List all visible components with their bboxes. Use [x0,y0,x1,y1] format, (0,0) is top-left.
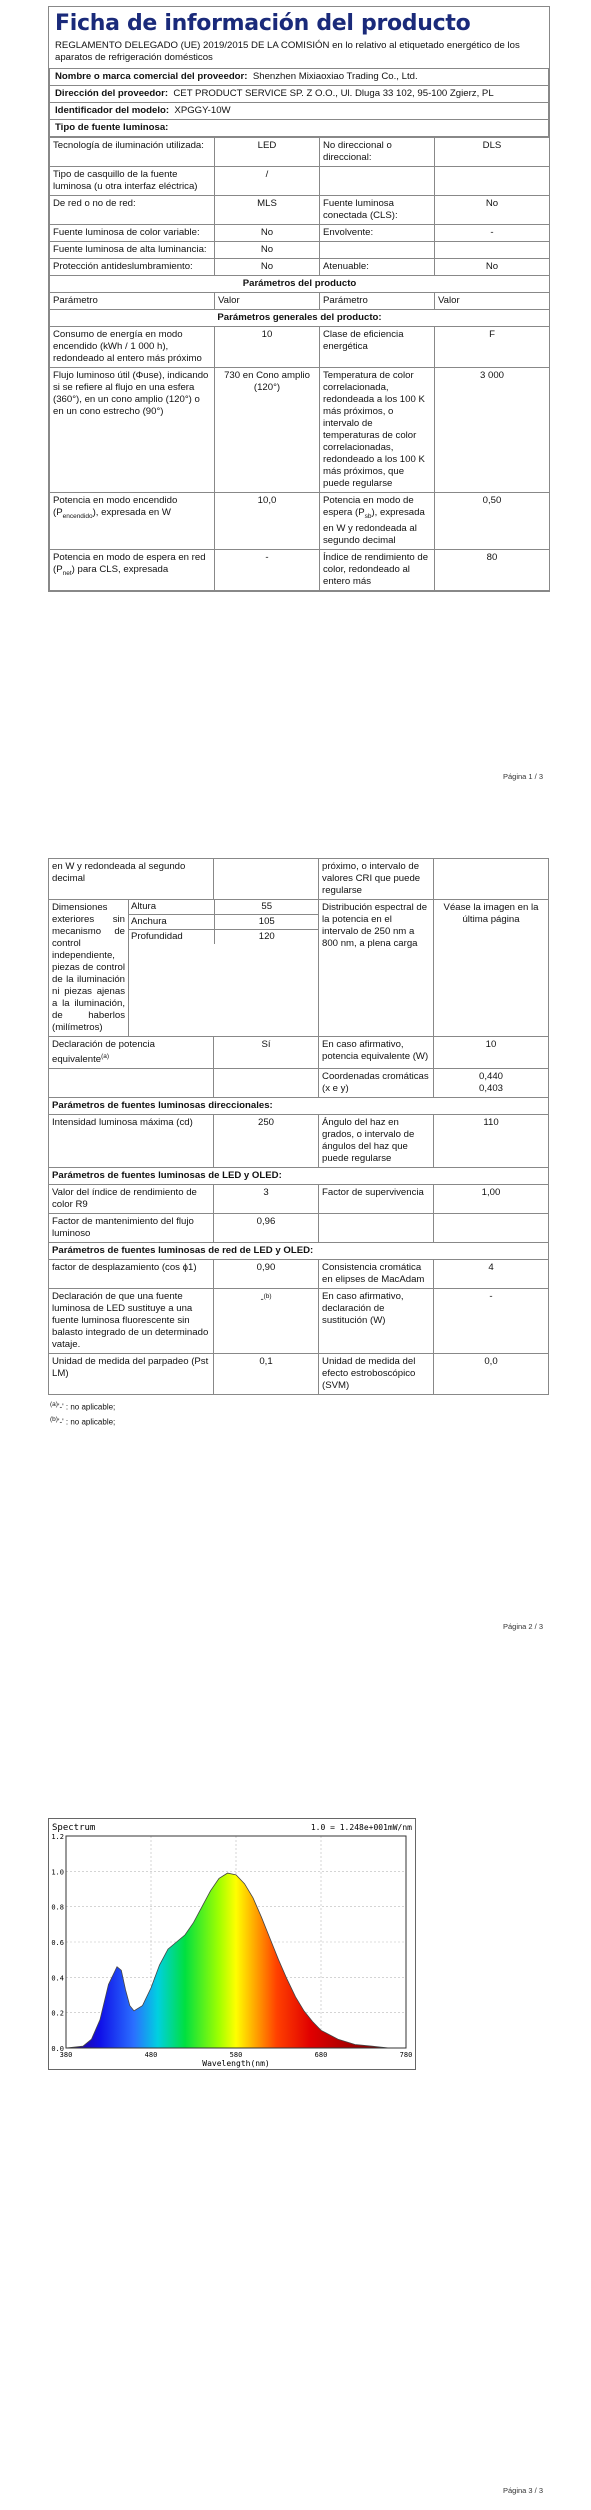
x-axis-label: Wavelength(nm) [202,2059,270,2068]
page-footer: Página 2 / 3 [502,1622,543,1631]
footnote: $^{(b)}$'-' : no aplicable; [50,1415,116,1427]
regulation-subtitle: REGLAMENTO DELEGADO (UE) 2019/2015 DE LA COMISIÓN en lo relativo al etiquetado energético de los aparatos de refrigeración domésticos [55,40,520,63]
light-source-type-table [49,137,550,591]
table-row: Factor de mantenimiento del flujo luminoso 0,96 [49,1214,549,1243]
page-2 [48,858,548,1429]
table-row: De red o no de red: MLS Fuente luminosa conectada (CLS): No [50,196,550,225]
chart-title: Spectrum [52,1823,96,1833]
product-params-table-continued [48,858,549,1395]
y-tick-label: 0.0 [51,2045,64,2053]
table-row: Fuente luminosa de alta luminancia: No [50,242,550,259]
table-row: Tipo de casquillo de la fuente luminosa (u otra interfaz eléctrica) / [50,167,550,196]
y-tick-label: 0.2 [51,2009,64,2018]
table-row: Declaración de que una fuente luminosa de LED sustituye a una fuente luminosa fluorescente sin balasto integrado de un determinado vataje. -$^{(b)}$ En caso afirmativo, declaración de sustitución (W) - [49,1289,549,1354]
table-row: Flujo luminoso útil (Φuse), indicando si se refiere al flujo en una esfera (360°), en un cono amplio (120°) o en un cono estrecho (90°) 730 en Cono amplio (120°) Temperatura de color correlacionada, redondeada a los 100 K más próximos, o intervalo de temperaturas de color correlacionadas, redondeado a los 100 K más próximos, que puede regularse 3 000 [50,368,550,493]
x-tick-label: 780 [399,2051,413,2059]
table-row: Unidad de medida del parpadeo (Pst LM) 0,1 Unidad de medida del efecto estroboscópico (SVM) 0,0 [49,1354,549,1395]
table-row: Intensidad luminosa máxima (cd) 250 Ángulo del haz en grados, o intervalo de ángulos del haz que puede regularse 110 [49,1115,549,1168]
table-row: Dimensiones exteriores sin mecanismo de control independiente, piezas de control de la iluminación ni piezas ajenas a la iluminación, de haberlos (milímetros) Altura 55 Anchura 105 Profundidad 120 Distribución espectral de la potencia en el intervalo de 250 nm a 800 nm, a plena carga Véase la imagen en la última página [49,900,549,1037]
y-tick-label: 1.0 [51,1868,64,1877]
dimensions-table: Altura 55 Anchura 105 Profundidad 120 [129,900,319,944]
page-footer: Página 3 / 3 [502,2486,543,2495]
general-params-heading: Parámetros generales del producto: [50,310,550,327]
table-row: Fuente luminosa de color variable: No Envolvente: - [50,225,550,242]
product-params-heading: Parámetros del producto [50,276,550,293]
supplier-table [49,68,549,137]
footnote: $^{(a)}$'-' : no aplicable; [50,1401,116,1412]
spectrum-area [66,1873,406,2048]
table-row: Protección antideslumbramiento: No Atenuable: No [50,259,550,276]
directional-heading: Parámetros de fuentes luminosas direccionales: [49,1098,549,1115]
x-tick-label: 380 [59,2051,73,2059]
table-row: Declaración de potencia equivalente$^{(a)}$ Sí En caso afirmativo, potencia equivalente (W) 10 [49,1037,549,1069]
table-row: Valor del índice de rendimiento de color R9 3 Factor de supervivencia 1,00 [49,1185,549,1214]
supplier-address-row: Dirección del proveedor: CET PRODUCT SERVICE SP. Z O.O., Ul. Dluga 33 102, 95-100 Zgierz, PL [50,86,549,103]
led-heading: Parámetros de fuentes luminosas de LED y OLED: [49,1168,549,1185]
dimensions-label: Dimensiones exteriores sin mecanismo de control independiente, piezas de control de la iluminación ni piezas ajenas a la iluminación, de haberlos (milímetros) [49,900,129,1037]
table-row: en W y redondeada al segundo decimal próximo, o intervalo de valores CRI que puede regularse [49,859,549,900]
table-row: Potencia en modo encendido $(P_{encendido})$, expresada en W 10,0 Potencia en modo de espera $(P_{sb})$, expresada en W y redondeada al segundo decimal 0,50 [50,493,550,550]
page-title: Ficha de información del producto [55,11,471,36]
supplier-name-row: Nombre o marca comercial del proveedor: Shenzhen Mixiaoxiao Trading Co., Ltd. [50,69,549,86]
y-tick-label: 0.8 [51,1903,64,1912]
table-row: Coordenadas cromáticas (x e y) 0,440 0,403 [49,1069,549,1098]
chart-annotation: 1.0 = 1.248e+001mW/nm [310,1823,412,1832]
table-row: Potencia en modo de espera en red $(P_{net})$ para CLS, expresada - Índice de rendimiento de color, redondeado al entero más 80 [50,549,550,590]
y-ticks [51,1833,64,2053]
spectrum-chart [48,1818,416,2070]
x-tick-label: 480 [144,2051,158,2059]
x-tick-label: 680 [314,2051,328,2059]
spectrum-svg [48,1818,416,2070]
table-row: Consumo de energía en modo encendido (kWh / 1 000 h), redondeado al entero más próximo 10 Clase de eficiencia energética F [50,327,550,368]
y-tick-label: 1.2 [51,1833,64,1841]
table-row: factor de desplazamiento (cos ϕ1) 0,90 Consistencia cromática en elipses de MacAdam 4 [49,1260,549,1289]
model-identifier-row: Identificador del modelo: XPGGY-10W [50,103,549,120]
mains-led-heading: Parámetros de fuentes luminosas de red de LED y OLED: [49,1243,549,1260]
y-tick-label: 0.6 [51,1939,64,1947]
page-1 [48,6,550,592]
column-header-row: Parámetro Valor Parámetro Valor [50,293,550,310]
table-row: Tecnología de iluminación utilizada: LED No direccional o direccional: DLS [50,138,550,167]
x-tick-label: 580 [229,2051,243,2059]
y-tick-label: 0.4 [51,1974,64,1983]
page-footer: Página 1 / 3 [502,772,543,781]
light-source-type-heading: Tipo de fuente luminosa: [50,120,549,137]
x-ticks [60,2051,413,2059]
